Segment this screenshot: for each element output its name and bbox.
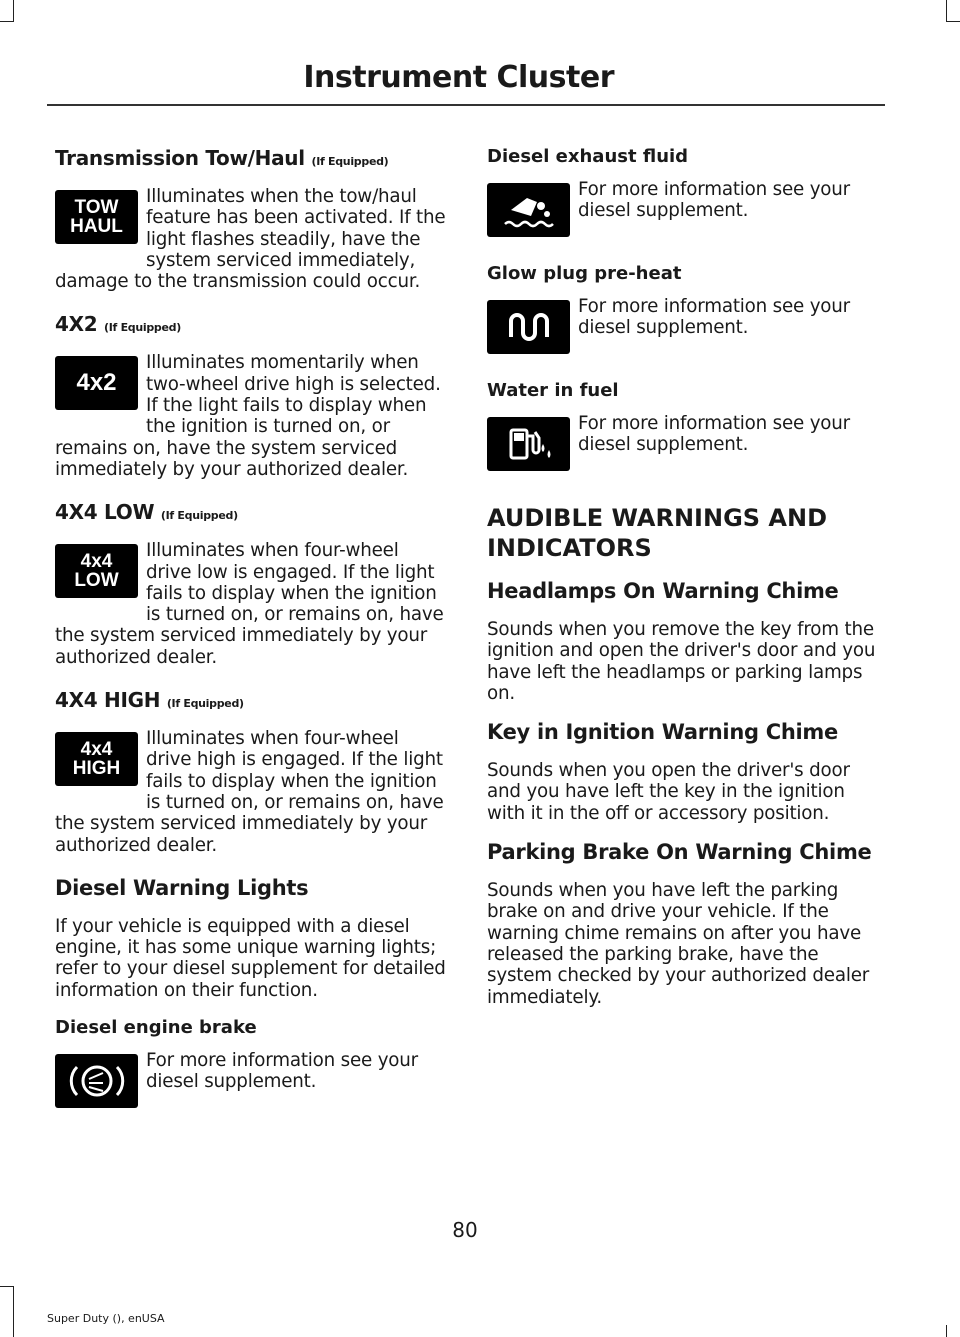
crop-mark [13,0,14,22]
section-heading: 4X4 HIGH (If Equipped) [55,688,244,713]
description-text: For more information see your diesel supplement. [146,1050,418,1093]
page-number: 80 [452,1218,478,1242]
engine-brake-section [55,1017,447,1114]
section-heading: Key in Ignition Warning Chime [487,720,838,745]
item-label: Diesel engine brake [55,1017,257,1039]
tow-haul-section [55,146,447,292]
water-in-fuel-icon [487,417,570,471]
crop-mark [0,1286,14,1287]
crop-mark [13,1286,14,1337]
section-heading: 4X4 LOW (If Equipped) [55,500,238,525]
item-label: Water in fuel [487,380,619,401]
4x4-high-icon: 4x4 HIGH [55,732,138,786]
diesel-exhaust-fluid-section [487,146,879,243]
right-column [487,146,879,1024]
key-in-ignition-chime-section [487,720,879,824]
section-heading: Headlamps On Warning Chime [487,579,839,603]
description-text: If your vehicle is equipped with a diesel engine, it has some unique warning lights; refer to your diesel supplement for detailed information on their function. [55,915,446,1001]
description-text: For more information see your diesel supplement. [578,179,850,222]
section-heading: Parking Brake On Warning Chime [487,840,872,865]
tow-haul-icon: TOW HAUL [55,190,138,244]
crop-mark [946,21,960,22]
item-label: Diesel exhaust fluid [487,146,689,167]
crop-mark [0,21,14,22]
glow-plug-icon [487,300,570,354]
section-heading: Transmission Tow/Haul (If Equipped) [55,146,389,170]
section-title: AUDIBLE WARNINGS AND INDICATORS [487,504,827,562]
glow-plug-section [487,263,879,360]
description-text: Illuminates momentarily when two-wheel drive high is selected. If the light fails to display when the ignition is turned on, or remains on, have the system serviced immediately by your authorized dealer. [55,352,441,480]
section-heading: Diesel Warning Lights [55,875,309,900]
4x2-section [55,312,447,480]
water-in-fuel-section [487,380,879,477]
headlamps-chime-section [487,579,879,704]
description-text: Sounds when you open the driver's door and you have left the key in the ignition with it in the off or accessory position. [487,760,850,824]
section-heading: 4X2 (If Equipped) [55,312,181,337]
diesel-exhaust-fluid-icon [487,183,570,237]
description-text: Sounds when you have left the parking brake on and drive your vehicle. If the warning chime remains on after you have released the parking brake, have the system checked by your authorized dealer immediately. [487,880,870,1008]
description-text: Illuminates when four-wheel drive high is engaged. If the light fails to display when the ignition is turned on, or remains on, have the system serviced immediately by your authorized dealer. [55,728,444,856]
page-title: Instrument Cluster [303,60,614,95]
crop-mark [946,1325,947,1337]
description-text: Illuminates when four-wheel drive low is engaged. If the light fails to display when the ignition is turned on, or remains on, have the system serviced immediately by your authorized dealer. [55,540,444,668]
4x4-low-icon: 4x4 LOW [55,544,138,598]
header-divider [47,104,885,106]
4x4-high-section [55,688,447,856]
description-text: For more information see your diesel supplement. [578,413,850,456]
parking-brake-chime-section [487,840,879,1008]
engine-brake-icon [55,1054,138,1108]
diesel-warning-lights-section [55,876,447,1001]
footer-text: Super Duty (), enUSA [47,1312,165,1325]
item-label: Glow plug pre-heat [487,263,682,284]
description-text: For more information see your diesel supplement. [578,296,850,339]
description-text: Illuminates when the tow/haul feature has been activated. If the light flashes steadily, have the system serviced immediately, damage to the transmission could occur. [55,186,446,293]
description-text: Sounds when you remove the key from the ignition and open the driver's door and you have left the headlamps or parking lamps on. [487,619,876,704]
left-column [55,146,447,1134]
crop-mark [946,0,947,22]
4x4-low-section [55,500,447,668]
4x2-icon: 4x2 [55,356,138,410]
